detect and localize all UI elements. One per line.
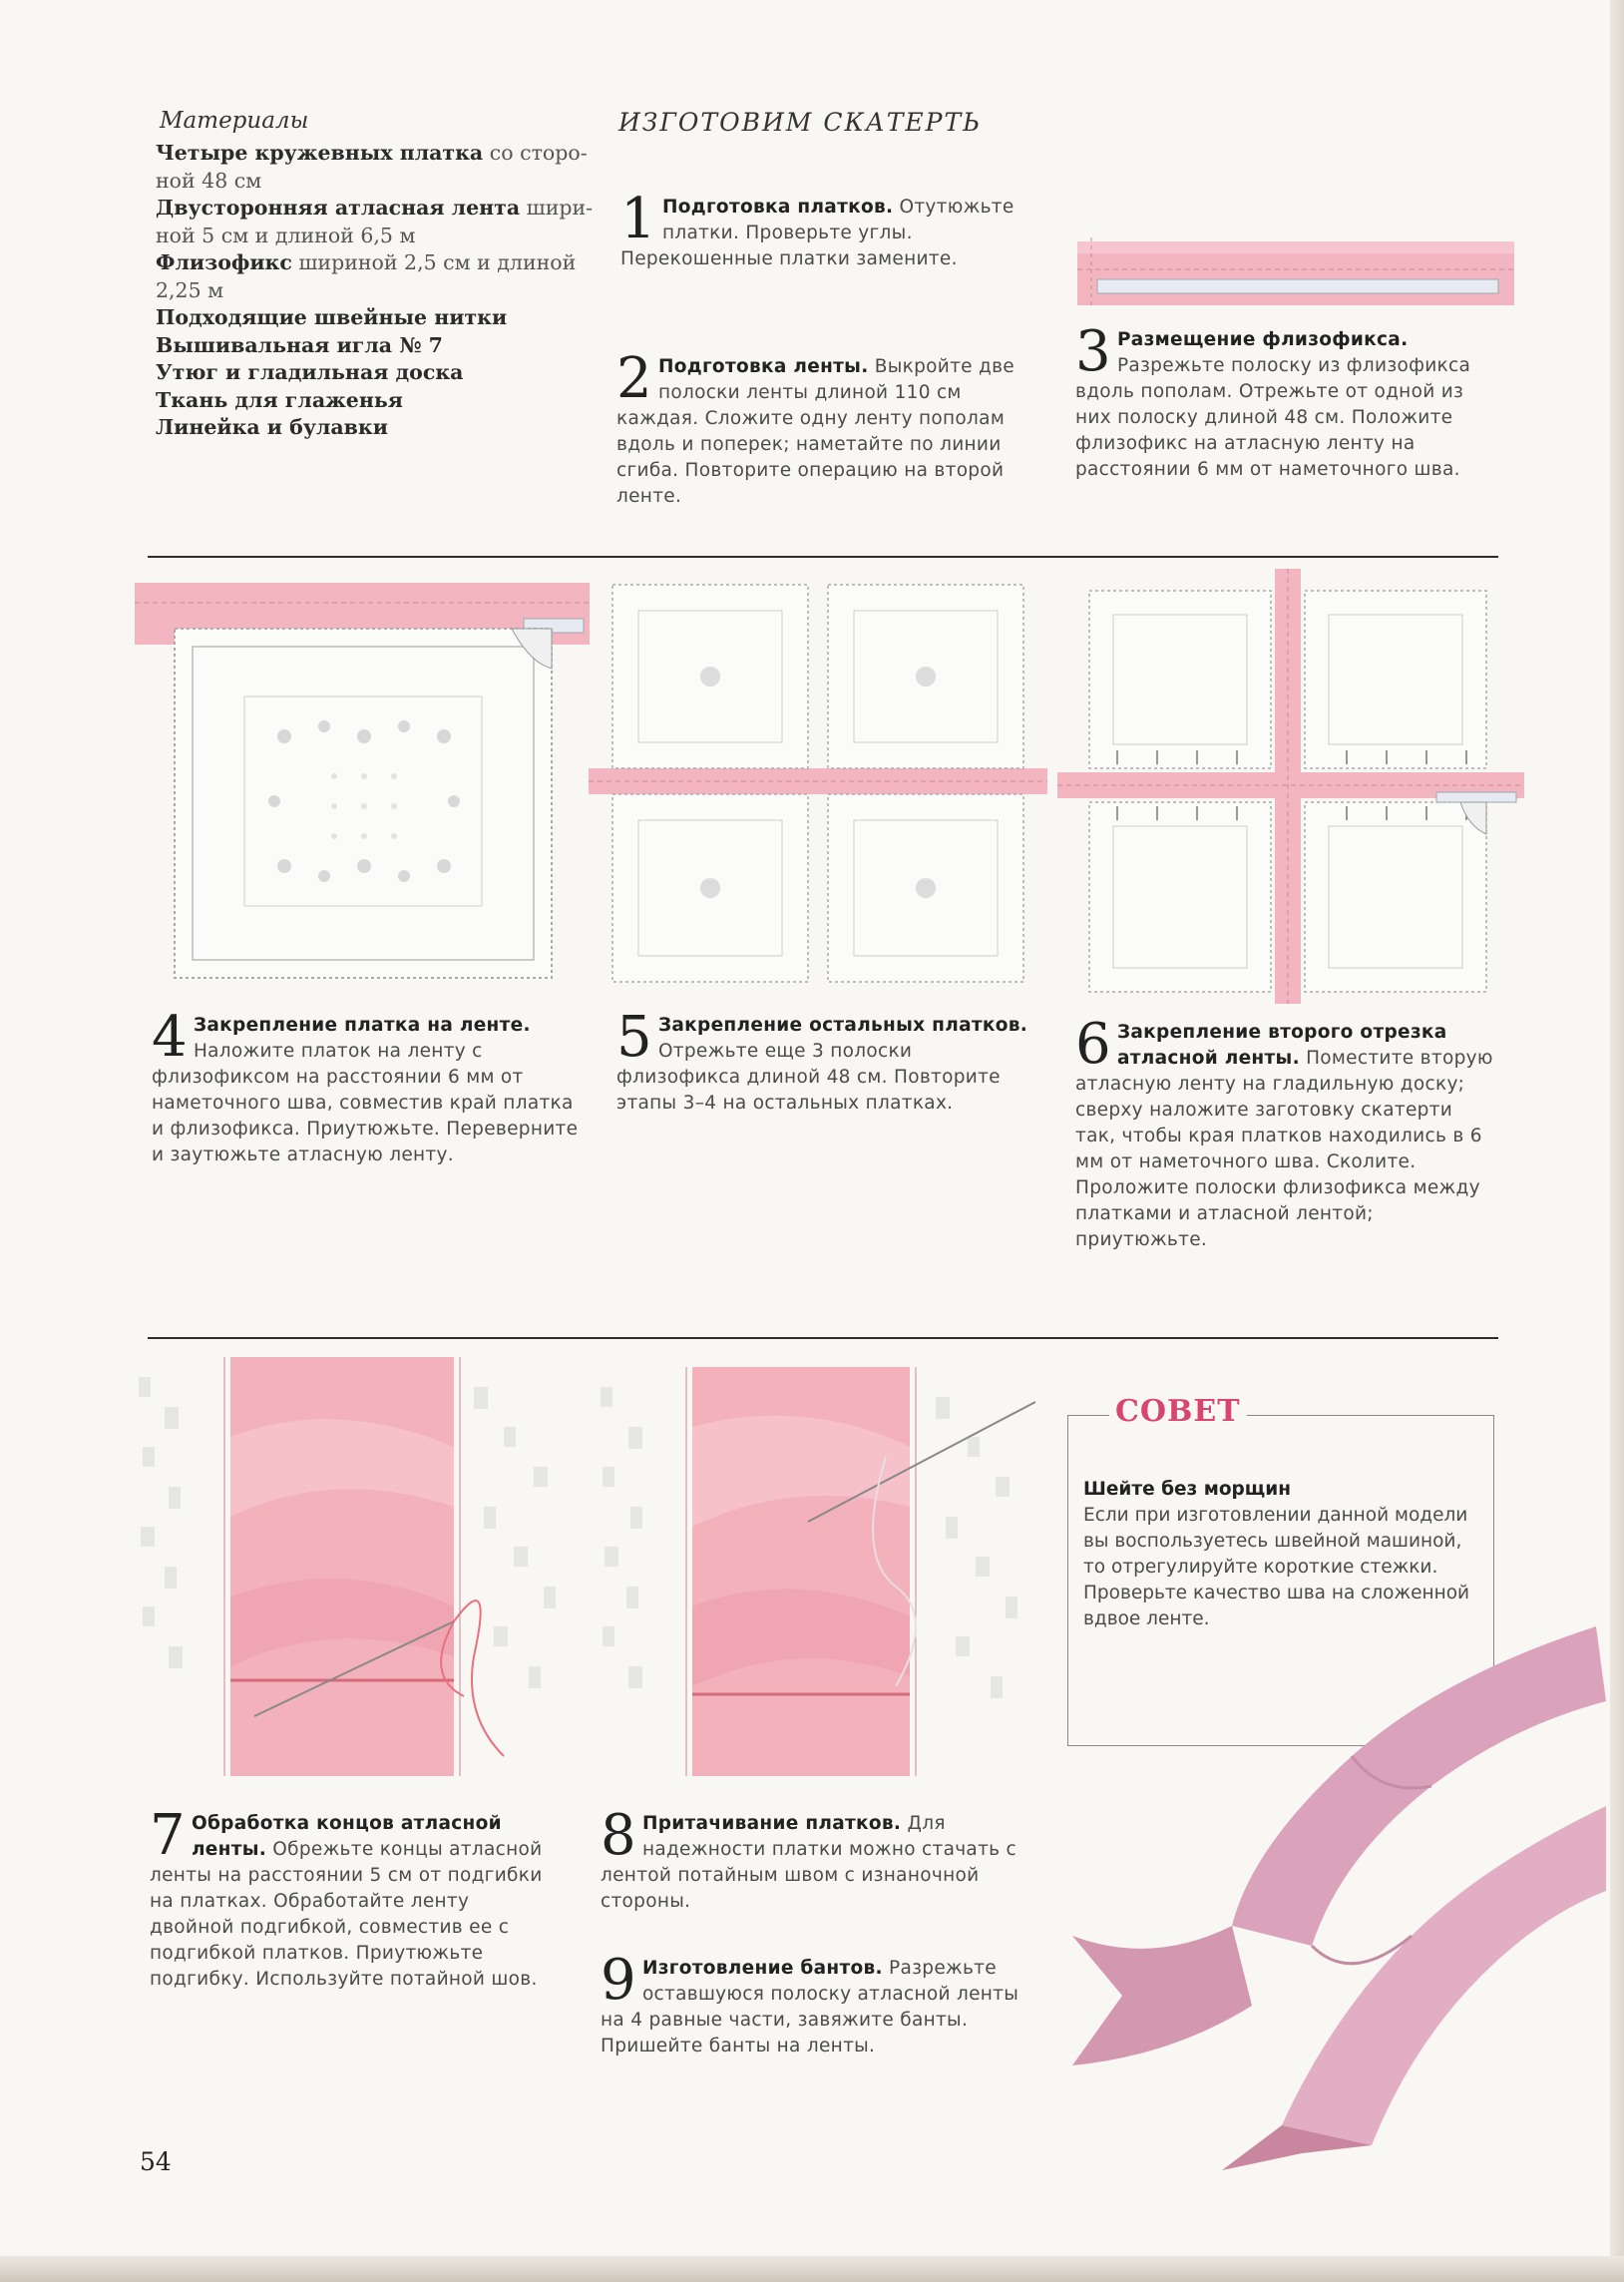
step-5: 5 Закрепление остальных платков. Отрежьте еще 3 полоски флизофикса длиной 48 см. Повторите этапы 3–4 на остальных платках. xyxy=(616,1005,1028,1114)
materials-item: Подходящие швейные нитки xyxy=(156,305,508,329)
step-6-illustration xyxy=(1057,569,1526,1008)
materials-item: ной 5 см и длиной 6,5 м xyxy=(156,223,416,247)
page-number: 54 xyxy=(140,2147,172,2176)
step-1: 1 Подготовка платков. Отутюжьте платки. Проверьте углы. Перекошенные платки замените. xyxy=(620,187,1015,269)
materials-item: Утюг и гладильная доска xyxy=(156,360,464,384)
step-4-illustration xyxy=(135,577,594,986)
step-number: 7 xyxy=(150,1803,186,1868)
step-number: 2 xyxy=(616,346,652,411)
step-number: 9 xyxy=(601,1948,636,2013)
materials-item: Ткань для глаженья xyxy=(156,387,403,412)
materials-list xyxy=(156,140,595,442)
materials-item: ной 48 см xyxy=(156,168,262,193)
divider xyxy=(148,556,1498,558)
step-number: 3 xyxy=(1075,319,1111,384)
materials-item: Флизофикс шириной 2,5 см и длиной xyxy=(156,250,577,274)
step-4: 4 Закрепление платка на ленте. Наложите платок на ленту с флизофиксом на расстоянии 6 мм от наметочного шва, совместив край платка и флизофикса. Приутюжьте. Переверните и заутюжьте атласную ленту. xyxy=(152,1005,579,1165)
materials-item: Двусторонняя атласная лента шири- xyxy=(156,196,594,220)
materials-item: Вышивальная игла № 7 xyxy=(156,332,443,357)
step-number: 5 xyxy=(616,1005,652,1070)
step-number: 1 xyxy=(620,187,656,251)
step-2: 2 Подготовка ленты. Выкройте две полоски ленты длиной 110 см каждая. Сложите одну ленту пополам вдоль и поперек; наметайте по линии сгиба. Повторите операцию на второй ленте. xyxy=(616,346,1015,507)
section-heading: ИЗГОТОВИМ СКАТЕРТЬ xyxy=(618,108,982,137)
step-number: 8 xyxy=(601,1803,636,1868)
step-7: 7 Обработка концов атласной ленты. Обрежьте концы атласной ленты на расстоянии 5 см от подгибки на платках. Обработайте ленту двойной подгибкой, совместив ее с подгибкой платков. Приутюжьте подгибку. Используйте потайной шов. xyxy=(150,1803,543,1990)
ribbon-strip-illustration xyxy=(1077,237,1516,309)
page-edge xyxy=(1610,0,1624,2282)
step-3: 3 Размещение флизофикса. Разрежьте полоску из флизофикса вдоль пополам. Отрежьте от одной из них полоску длиной 48 см. Положите флизофикс на атласную ленту на расстоянии 6 мм от наметочного шва. xyxy=(1075,319,1471,480)
tip-body: Если при изготовлении данной модели вы воспользуетесь швейной машиной, то отрегулируйте короткие стежки. Проверьте качество шва на сложенной вдвое ленте. xyxy=(1083,1505,1470,1629)
ribbon-bow-image xyxy=(1052,1606,1611,2175)
materials-item: 2,25 м xyxy=(156,277,224,302)
step-8-illustration xyxy=(597,1357,1035,1796)
step-8: 8 Притачивание платков. Для надежности платки можно стачать с лентой потайным швом с изнаночной стороны. xyxy=(601,1803,1017,1912)
tip-title: Шейте без морщин xyxy=(1083,1479,1291,1500)
step-9: 9 Изготовление бантов. Разрежьте оставшуюся полоску атласной ленты на 4 равные части, завяжите банты. Пришейте банты на ленты. xyxy=(601,1948,1019,2056)
materials-title: Материалы xyxy=(160,108,309,134)
materials-item: Четыре кружевных платка со сторо- xyxy=(156,141,588,165)
step-7-illustration xyxy=(135,1357,584,1796)
step-5-illustration xyxy=(589,581,1047,990)
step-number: 6 xyxy=(1075,1012,1111,1077)
page-edge-bottom xyxy=(0,2256,1624,2282)
step-number: 4 xyxy=(152,1005,188,1070)
divider xyxy=(148,1337,1498,1339)
materials-item: Линейка и булавки xyxy=(156,415,388,439)
step-6: 6 Закрепление второго отрезка атласной ленты. Поместите вторую атласную ленту на гладильную доску; сверху наложите заготовку скатерти так, чтобы края платков находились в 6 мм от наметочного шва. Сколите. Проложите полоски флизофикса между платками и атласной лентой; приутюжьте. xyxy=(1075,1012,1493,1250)
tip-label: СОВЕТ xyxy=(1109,1394,1247,1429)
